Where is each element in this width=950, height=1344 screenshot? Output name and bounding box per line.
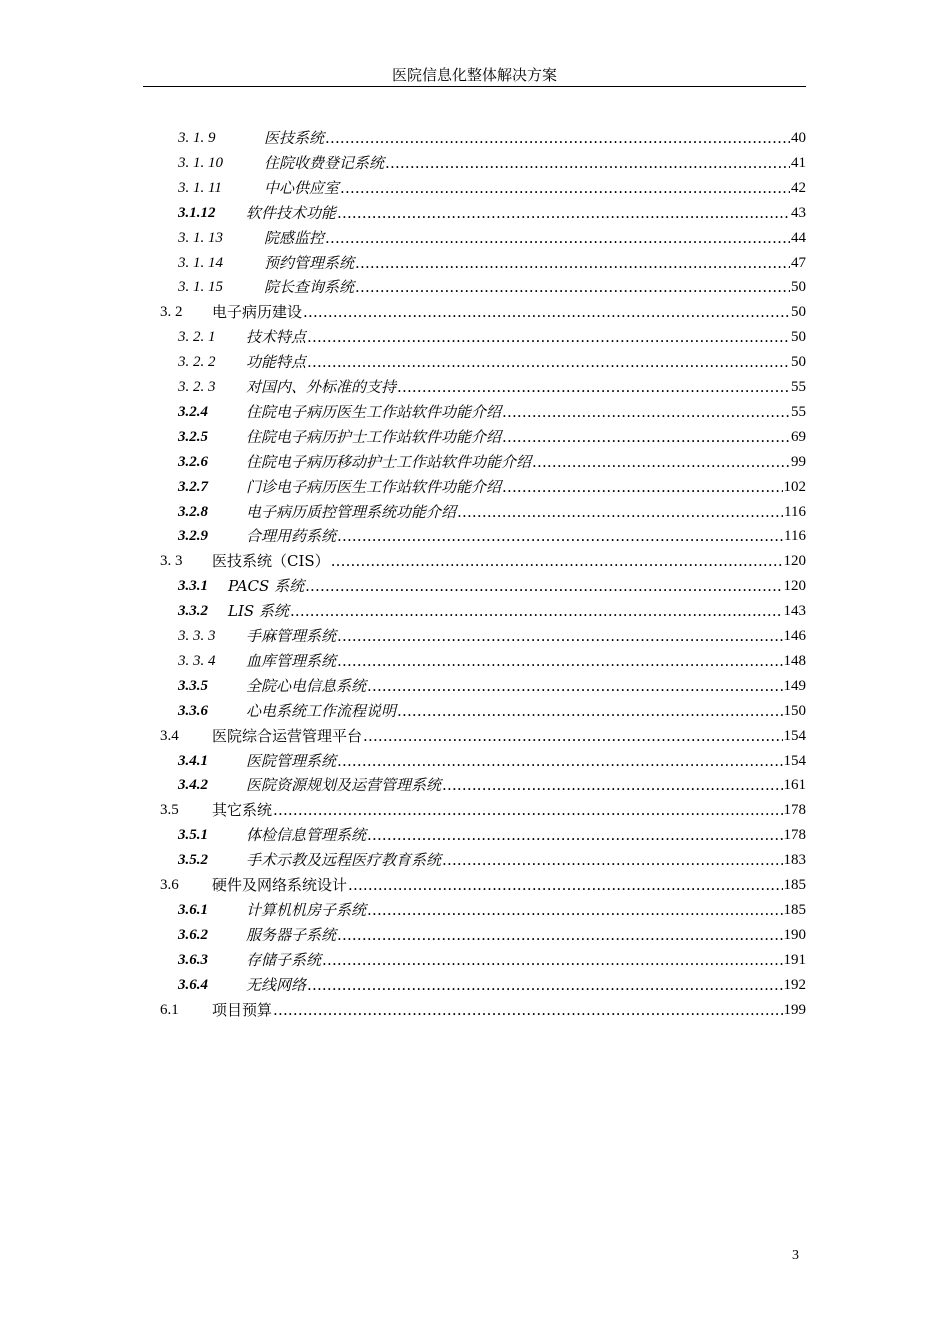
toc-entry[interactable] xyxy=(178,498,806,522)
toc-dot-leader xyxy=(331,551,783,571)
toc-entry-number: 3.2.9 xyxy=(178,528,208,545)
toc-entry-number: 3.4.1 xyxy=(178,752,208,769)
toc-dot-leader xyxy=(397,377,790,397)
toc-dot-leader xyxy=(307,352,790,372)
toc-entry-page: 146 xyxy=(783,628,806,644)
toc-entry-title: 医院管理系统 xyxy=(246,751,337,770)
toc-entry-page: 178 xyxy=(783,802,806,819)
page-number: 3 xyxy=(792,1248,799,1263)
toc-entry[interactable] xyxy=(178,448,806,472)
toc-entry-title: 其它系统 xyxy=(212,801,273,820)
toc-entry-title: 中心供应室 xyxy=(264,178,340,197)
toc-entry-page: 42 xyxy=(791,179,806,196)
toc-entry[interactable] xyxy=(178,249,806,273)
toc-dot-leader xyxy=(290,601,783,621)
toc-entry-number: 3.6.3 xyxy=(178,951,208,968)
toc-entry-page: 185 xyxy=(783,901,806,918)
toc-dot-leader xyxy=(502,402,790,422)
toc-dot-leader xyxy=(355,253,790,273)
toc-entry-page: 120 xyxy=(783,578,806,595)
toc-entry-title: 软件技术功能 xyxy=(246,203,337,222)
toc-entry[interactable] xyxy=(178,348,806,372)
toc-entry[interactable] xyxy=(178,971,806,995)
toc-entry-title: 对国内、外标准的支持 xyxy=(246,378,397,396)
toc-dot-leader xyxy=(337,203,790,223)
toc-entry-number: 3.2.4 xyxy=(178,403,208,420)
toc-entry[interactable] xyxy=(178,199,806,223)
toc-entry-title: 技术特点 xyxy=(246,328,307,347)
toc-entry-title: 计算机机房子系统 xyxy=(246,900,367,919)
toc-entry-title: 预约管理系统 xyxy=(264,253,355,272)
toc-entry[interactable] xyxy=(178,572,806,596)
toc-entry-number: 3.6.4 xyxy=(178,976,208,993)
toc-entry-page: 178 xyxy=(783,827,806,844)
toc-entry-title: 电子病历质控管理系统功能介绍 xyxy=(246,502,457,521)
toc-entry-number: 3. 1. 10 xyxy=(178,154,223,171)
toc-entry-title: 血库管理系统 xyxy=(246,651,337,670)
toc-entry-title: 院感监控 xyxy=(264,228,325,247)
toc-entry[interactable] xyxy=(160,996,806,1020)
toc-dot-leader xyxy=(340,178,790,198)
toc-entry-page: 185 xyxy=(783,877,806,893)
toc-dot-leader xyxy=(355,277,790,297)
toc-entry-page: 149 xyxy=(783,677,806,694)
toc-dot-leader xyxy=(502,427,790,447)
toc-dot-leader xyxy=(325,128,790,148)
toc-entry-number: 3.4.2 xyxy=(178,777,208,794)
toc-entry[interactable] xyxy=(178,124,806,148)
toc-entry-title: 医技系统 xyxy=(264,129,325,147)
toc-entry-page: 148 xyxy=(783,652,806,669)
toc-entry-title: PACS 系统 xyxy=(228,577,305,596)
toc-dot-leader xyxy=(337,526,783,546)
toc-entry-page: 116 xyxy=(784,528,806,545)
toc-entry-number: 3. 3. 4 xyxy=(178,652,216,669)
header-divider xyxy=(143,86,806,87)
toc-entry-title: LIS 系统 xyxy=(228,602,289,621)
toc-entry-title: 体检信息管理系统 xyxy=(246,826,367,845)
toc-entry-number: 3.2.5 xyxy=(178,428,208,445)
toc-entry-title: 电子病历建设 xyxy=(212,303,303,322)
page-header-title: 医院信息化整体解决方案 xyxy=(391,66,557,84)
toc-entry-page: 43 xyxy=(791,204,806,221)
toc-dot-leader xyxy=(337,651,782,671)
toc-entry-title: 住院电子病历护士工作站软件功能介绍 xyxy=(246,427,502,446)
toc-entry[interactable] xyxy=(160,796,806,820)
toc-entry[interactable] xyxy=(178,398,806,422)
toc-entry-page: 190 xyxy=(783,926,806,943)
toc-entry-page: 69 xyxy=(791,428,806,445)
toc-entry-number: 3.3.6 xyxy=(178,702,208,719)
toc-dot-leader xyxy=(367,825,782,845)
toc-entry[interactable] xyxy=(160,298,806,322)
toc-entry-title: 医技系统（CIS） xyxy=(212,552,330,571)
toc-entry-number: 3. 1. 14 xyxy=(178,254,223,271)
toc-entry-number: 3. 3. 3 xyxy=(178,628,216,644)
toc-entry-title: 硬件及网络系统设计 xyxy=(212,876,348,894)
toc-entry[interactable] xyxy=(178,174,806,198)
toc-entry-number: 3. 1. 9 xyxy=(178,130,216,146)
toc-entry[interactable] xyxy=(178,597,806,621)
toc-dot-leader xyxy=(322,950,782,970)
toc-dot-leader xyxy=(307,975,782,995)
toc-entry-title: 住院电子病历移动护士工作站软件功能介绍 xyxy=(246,452,532,471)
toc-dot-leader xyxy=(303,302,790,322)
toc-entry-number: 3.5.2 xyxy=(178,852,208,869)
toc-entry[interactable] xyxy=(178,647,806,671)
toc-entry-title: 存储子系统 xyxy=(246,950,322,969)
toc-entry-number: 3. 1. 15 xyxy=(178,279,223,296)
toc-entry-number: 3.2.8 xyxy=(178,503,208,520)
toc-entry-number: 3.2.6 xyxy=(178,453,208,470)
toc-entry[interactable] xyxy=(178,896,806,920)
toc-dot-leader xyxy=(273,1000,782,1020)
toc-entry[interactable] xyxy=(178,273,806,297)
toc-entry[interactable] xyxy=(178,522,806,546)
toc-entry-page: 143 xyxy=(783,603,806,620)
toc-entry[interactable] xyxy=(178,373,806,397)
toc-entry-title: 医院综合运营管理平台 xyxy=(212,726,363,745)
toc-entry[interactable] xyxy=(178,622,806,646)
toc-dot-leader xyxy=(337,925,782,945)
toc-entry-number: 3. 1. 13 xyxy=(178,229,223,246)
toc-entry-number: 3.3.1 xyxy=(178,578,208,595)
toc-entry-number: 3.5.1 xyxy=(178,827,208,844)
toc-dot-leader xyxy=(367,676,782,696)
toc-entry-title: 服务器子系统 xyxy=(246,925,337,944)
toc-entry[interactable] xyxy=(178,224,806,248)
toc-entry[interactable] xyxy=(178,323,806,347)
toc-dot-leader xyxy=(307,327,790,347)
toc-entry[interactable] xyxy=(178,921,806,945)
toc-entry-page: 99 xyxy=(791,453,806,470)
toc-entry[interactable] xyxy=(160,547,806,571)
toc-entry-page: 154 xyxy=(783,752,806,769)
toc-entry-number: 3. 2 xyxy=(160,304,183,321)
toc-entry[interactable] xyxy=(178,771,806,795)
toc-entry-page: 102 xyxy=(783,478,806,495)
toc-entry[interactable] xyxy=(178,672,806,696)
toc-dot-leader xyxy=(337,751,782,771)
toc-dot-leader xyxy=(502,477,782,497)
toc-entry-page: 41 xyxy=(791,154,806,171)
toc-entry-title: 手麻管理系统 xyxy=(246,627,337,645)
toc-dot-leader xyxy=(305,576,782,596)
toc-entry-page: 50 xyxy=(791,354,806,371)
toc-entry-page: 120 xyxy=(783,553,806,570)
toc-dot-leader xyxy=(273,800,782,820)
toc-entry-page: 154 xyxy=(783,727,806,744)
toc-dot-leader xyxy=(337,626,782,646)
toc-dot-leader xyxy=(397,701,782,721)
toc-dot-leader xyxy=(385,153,790,173)
toc-entry-number: 3.1.12 xyxy=(178,204,216,221)
toc-dot-leader xyxy=(348,875,782,895)
toc-entry[interactable] xyxy=(178,473,806,497)
toc-entry-page: 40 xyxy=(791,130,806,146)
toc-dot-leader xyxy=(325,228,790,248)
toc-dot-leader xyxy=(442,850,782,870)
toc-entry-page: 192 xyxy=(783,976,806,993)
toc-entry-number: 3.3.5 xyxy=(178,677,208,694)
toc-entry-page: 50 xyxy=(791,304,806,321)
toc-dot-leader xyxy=(532,452,790,472)
toc-entry-number: 3. 2. 1 xyxy=(178,329,216,346)
toc-entry-title: 心电系统工作流程说明 xyxy=(246,701,397,720)
toc-entry-title: 功能特点 xyxy=(246,353,307,372)
toc-entry-page: 47 xyxy=(791,254,806,271)
toc-entry-title: 住院电子病历医生工作站软件功能介绍 xyxy=(246,402,502,421)
toc-entry[interactable] xyxy=(160,871,806,895)
toc-dot-leader xyxy=(363,726,782,746)
toc-entry-page: 116 xyxy=(784,503,806,520)
toc-entry-number: 3.6 xyxy=(160,877,179,893)
toc-entry-number: 3.2.7 xyxy=(178,478,208,495)
toc-entry-title: 无线网络 xyxy=(246,975,307,994)
toc-dot-leader xyxy=(457,502,783,522)
toc-entry-title: 医院资源规划及运营管理系统 xyxy=(246,776,442,795)
toc-entry-number: 3.6.2 xyxy=(178,926,208,943)
toc-dot-leader xyxy=(442,775,782,795)
toc-entry-page: 55 xyxy=(791,379,806,395)
toc-entry-page: 55 xyxy=(791,403,806,420)
toc-entry-title: 手术示教及远程医疗教育系统 xyxy=(246,851,442,870)
toc-entry-number: 3. 1. 11 xyxy=(178,179,222,196)
toc-entry-number: 3.4 xyxy=(160,727,179,744)
toc-entry-title: 院长查询系统 xyxy=(264,278,355,297)
toc-entry[interactable] xyxy=(178,149,806,173)
toc-entry-number: 3. 3 xyxy=(160,553,183,570)
toc-entry-number: 3.3.2 xyxy=(178,603,208,620)
toc-entry[interactable] xyxy=(178,747,806,771)
toc-dot-leader xyxy=(367,900,782,920)
toc-entry[interactable] xyxy=(178,846,806,870)
toc-entry-number: 6.1 xyxy=(160,1001,179,1018)
toc-entry-number: 3. 2. 2 xyxy=(178,354,216,371)
toc-entry[interactable] xyxy=(178,697,806,721)
toc-entry-title: 项目预算 xyxy=(212,1000,273,1019)
toc-entry[interactable] xyxy=(178,423,806,447)
toc-entry[interactable] xyxy=(178,821,806,845)
toc-entry-page: 150 xyxy=(783,702,806,719)
toc-entry-page: 191 xyxy=(783,951,806,968)
toc-entry-number: 3. 2. 3 xyxy=(178,379,216,395)
toc-entry-page: 50 xyxy=(791,329,806,346)
toc-entry-page: 44 xyxy=(791,229,806,246)
toc-entry-page: 199 xyxy=(783,1001,806,1018)
toc-entry-title: 全院心电信息系统 xyxy=(246,676,367,695)
toc-entry[interactable] xyxy=(160,722,806,746)
toc-entry-title: 门诊电子病历医生工作站软件功能介绍 xyxy=(246,477,502,496)
toc-entry-page: 183 xyxy=(783,852,806,869)
toc-entry-page: 161 xyxy=(783,777,806,794)
toc-entry[interactable] xyxy=(178,946,806,970)
toc-entry-number: 3.5 xyxy=(160,802,179,819)
toc-entry-page: 50 xyxy=(791,279,806,296)
toc-entry-title: 合理用药系统 xyxy=(246,527,337,546)
toc-entry-title: 住院收费登记系统 xyxy=(264,153,385,172)
toc-entry-number: 3.6.1 xyxy=(178,901,208,918)
